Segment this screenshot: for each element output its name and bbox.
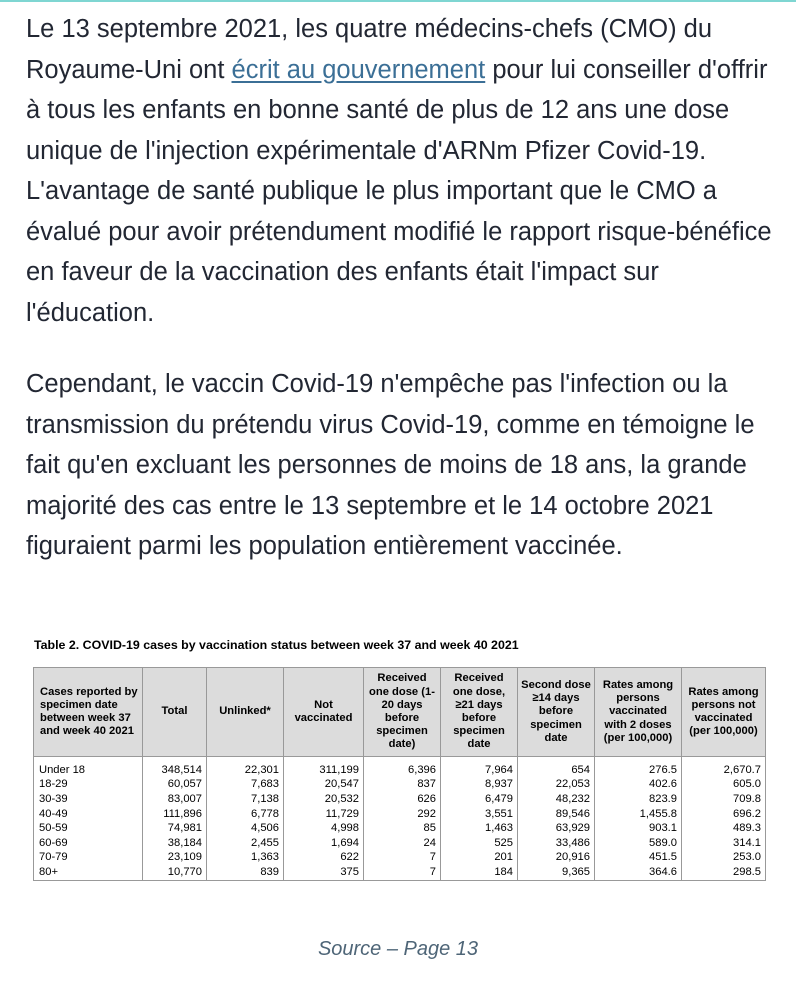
table-cell: 654: [518, 763, 595, 778]
table-cell: 364.6: [595, 865, 682, 880]
table-title: Table 2. COVID-19 cases by vaccination status between week 37 and week 40 2021: [34, 638, 519, 652]
age-group-cell: 50-59: [34, 821, 143, 836]
table-cell: 60,057: [143, 778, 207, 793]
table-cell: 7: [364, 865, 441, 880]
paragraph-1-text-end: pour lui conseiller d'offrir à tous les enfants en bonne santé de plus de 12 ans une dose unique de l'injection expérimentale d'ARNm Pfizer Covid-19. L'avantage de santé publique le plus important que le CMO a évalué pour avoir prétendument modifié le rapport risque-bénéfice en faveur de la vaccination des enfants était l'impact sur l'éducation.: [26, 55, 772, 327]
table-cell: 22,301: [207, 763, 284, 778]
table-cell: 311,199: [284, 763, 364, 778]
age-group-cell: 40-49: [34, 807, 143, 822]
table-cell: 89,546: [518, 807, 595, 822]
table-row: [34, 851, 766, 866]
table-cell: 201: [441, 851, 518, 866]
table-cell: 6,778: [207, 807, 284, 822]
table-cell: 10,770: [143, 865, 207, 880]
table-cell: 8,937: [441, 778, 518, 793]
table-cell: 4,998: [284, 821, 364, 836]
table-cell: 23,109: [143, 851, 207, 866]
vaccination-status-table: [33, 667, 766, 881]
table-cell: 525: [441, 836, 518, 851]
table-cell: 1,463: [441, 821, 518, 836]
vaccination-status-table-image: [33, 667, 765, 881]
table-row: [34, 778, 766, 793]
table-cell: 6,396: [364, 763, 441, 778]
article-paragraph-1: [26, 9, 786, 333]
table-cell: 7,138: [207, 792, 284, 807]
paragraph-1-text-start: Le 13 septembre 2021, les quatre médecins-chefs (CMO) du Royaume-Uni ont: [26, 15, 713, 84]
table-cell: 626: [364, 792, 441, 807]
table-row: [34, 836, 766, 851]
source-caption: Source – Page 13: [317, 938, 479, 960]
table-cell: 903.1: [595, 821, 682, 836]
table-cell: 184: [441, 865, 518, 880]
table-cell: 375: [284, 865, 364, 880]
header-second-dose: Second dose ≥14 days before specimen date: [518, 668, 595, 757]
table-cell: 63,929: [518, 821, 595, 836]
table-cell: 11,729: [284, 807, 364, 822]
table-cell: 74,981: [143, 821, 207, 836]
table-row: [34, 865, 766, 880]
table-cell: 111,896: [143, 807, 207, 822]
table-cell: 1,455.8: [595, 807, 682, 822]
table-cell: 48,232: [518, 792, 595, 807]
table-cell: 709.8: [682, 792, 766, 807]
table-cell: 4,506: [207, 821, 284, 836]
header-total: Total: [143, 668, 207, 757]
table-cell: 292: [364, 807, 441, 822]
table-cell: 2,455: [207, 836, 284, 851]
table-cell: 22,053: [518, 778, 595, 793]
table-cell: 7,683: [207, 778, 284, 793]
table-cell: 837: [364, 778, 441, 793]
table-cell: 38,184: [143, 836, 207, 851]
header-not-vaccinated: Not vaccinated: [284, 668, 364, 757]
header-unlinked: Unlinked*: [207, 668, 284, 757]
age-group-cell: 18-29: [34, 778, 143, 793]
table-cell: 24: [364, 836, 441, 851]
table-cell: 20,547: [284, 778, 364, 793]
table-cell: 605.0: [682, 778, 766, 793]
table-cell: 9,365: [518, 865, 595, 880]
header-one-dose-21-days: Received one dose, ≥21 days before specimen date: [441, 668, 518, 757]
table-row: [34, 821, 766, 836]
top-divider: [0, 0, 796, 2]
table-row: [34, 792, 766, 807]
table-cell: 1,694: [284, 836, 364, 851]
table-cell: 696.2: [682, 807, 766, 822]
table-cell: 33,486: [518, 836, 595, 851]
age-group-cell: Under 18: [34, 763, 143, 778]
table-cell: 839: [207, 865, 284, 880]
table-cell: 6,479: [441, 792, 518, 807]
age-group-cell: 70-79: [34, 851, 143, 866]
table-cell: 589.0: [595, 836, 682, 851]
table-cell: 20,532: [284, 792, 364, 807]
table-cell: 622: [284, 851, 364, 866]
header-rate-not-vaccinated: Rates among persons not vaccinated (per 100,000): [682, 668, 766, 757]
table-row: [34, 807, 766, 822]
table-cell: 7,964: [441, 763, 518, 778]
table-cell: 402.6: [595, 778, 682, 793]
table-cell: 85: [364, 821, 441, 836]
table-cell: 348,514: [143, 763, 207, 778]
table-cell: 83,007: [143, 792, 207, 807]
table-cell: 20,916: [518, 851, 595, 866]
header-cases-reported: Cases reported by specimen date between week 37 and week 40 2021: [34, 668, 143, 757]
table-row: [34, 763, 766, 778]
letter-to-government-link[interactable]: écrit au gouvernement: [231, 55, 486, 84]
table-cell: 3,551: [441, 807, 518, 822]
header-one-dose-1-20-days: Received one dose (1-20 days before specimen date): [364, 668, 441, 757]
table-cell: 823.9: [595, 792, 682, 807]
age-group-cell: 60-69: [34, 836, 143, 851]
table-cell: 489.3: [682, 821, 766, 836]
table-header-row: [34, 668, 766, 757]
article-paragraph-2: Cependant, le vaccin Covid-19 n'empêche pas l'infection ou la transmission du prétendu virus Covid-19, comme en témoigne le fait qu'en excluant les personnes de moins de 18 ans, la grande majorité des cas entre le 13 septembre et le 14 octobre 2021 figuraient parmi les population entièrement vaccinée.: [26, 370, 755, 560]
table-cell: 2,670.7: [682, 763, 766, 778]
table-cell: 314.1: [682, 836, 766, 851]
table-cell: 298.5: [682, 865, 766, 880]
table-cell: 451.5: [595, 851, 682, 866]
table-cell: 1,363: [207, 851, 284, 866]
table-cell: 276.5: [595, 763, 682, 778]
age-group-cell: 30-39: [34, 792, 143, 807]
header-rate-vaccinated: Rates among persons vaccinated with 2 doses (per 100,000): [595, 668, 682, 757]
table-cell: 253.0: [682, 851, 766, 866]
table-cell: 7: [364, 851, 441, 866]
age-group-cell: 80+: [34, 865, 143, 880]
